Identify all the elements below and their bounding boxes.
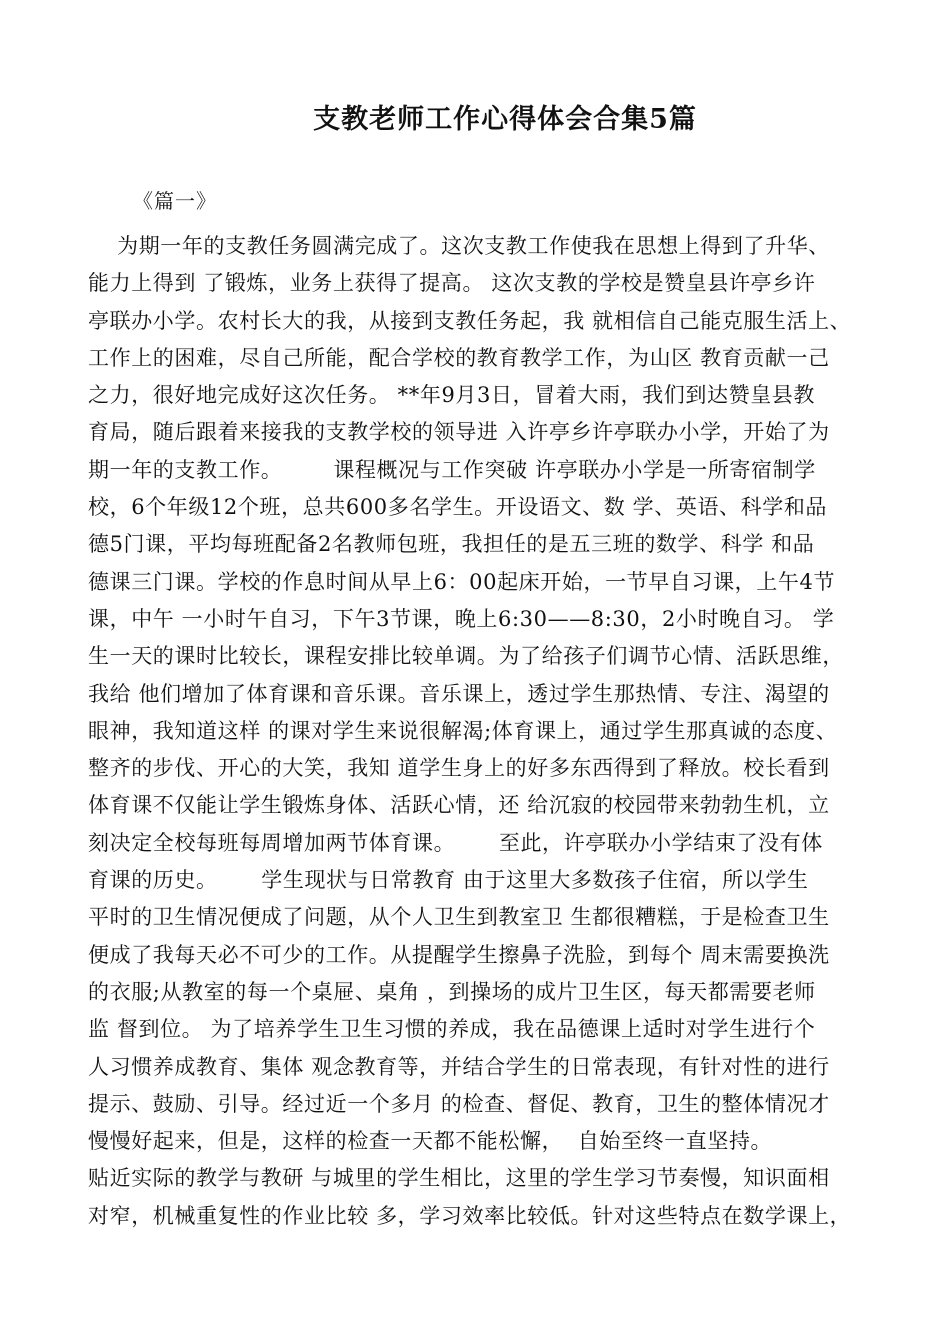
text-line: 工作上的困难，尽自己所能，配合学校的教育教学工作，为山区 教育贡献一己 bbox=[88, 345, 830, 370]
text-line: 我给 他们增加了体育课和音乐课。音乐课上，透过学生那热情、专注、渴望的 bbox=[88, 681, 830, 706]
text-line: 提示、鼓励、引导。经过近一个多月 的检查、督促、教育，卫生的整体情况才 bbox=[88, 1091, 830, 1116]
text-line: 眼神，我知道这样 的课对学生来说很解渴;体育课上，通过学生那真诚的态度、 bbox=[88, 718, 838, 743]
text-line: 慢慢好起来，但是，这样的检查一天都不能松懈， 自始至终一直坚持。 bbox=[88, 1129, 773, 1154]
text-line: 育课的历史。 学生现状与日常教育 由于这里大多数孩子住宿，所以学生 bbox=[88, 868, 809, 893]
text-line: 监 督到位。 为了培养学生卫生习惯的养成，我在品德课上适时对学生进行个 bbox=[88, 1017, 816, 1042]
text-line: 便成了我每天必不可少的工作。从提醒学生擦鼻子洗脸，到每个 周末需要换洗 bbox=[88, 942, 830, 967]
text-line: 能力上得到 了锻炼，业务上获得了提高。 这次支教的学校是赞皇县许亭乡许 bbox=[88, 271, 816, 296]
text-line: 平时的卫生情况便成了问题，从个人卫生到教室卫 生都很糟糕，于是检查卫生 bbox=[88, 905, 830, 930]
text-line: 人习惯养成教育、集体 观念教育等，并结合学生的日常表现，有针对性的进行 bbox=[88, 1054, 830, 1079]
text-line: 课，中午 一小时午自习，下午3节课，晚上6:30——8:30，2小时晚自习。 学 bbox=[88, 606, 835, 631]
text-line: 亭联办小学。农村长大的我，从接到支教任务起，我 就相信自己能克服生活上、 bbox=[88, 308, 852, 333]
text-line: 之力，很好地完成好这次任务。 **年9月3日，冒着大雨，我们到达赞皇县教 bbox=[88, 383, 815, 408]
text-line: 的衣服;从教室的每一个桌屉、桌角 ，到操场的成片卫生区，每天都需要老师 bbox=[88, 979, 816, 1004]
text-line: 刻决定全校每班每周增加两节体育课。 至此，许亭联办小学结束了没有体 bbox=[88, 830, 823, 855]
text-line: 生一天的课时比较长，课程安排比较单调。为了给孩子们调节心情、活跃思维， bbox=[88, 644, 844, 669]
text-line: 校，6个年级12个班，总共600多名学生。开设语文、数 学、英语、科学和品 bbox=[88, 495, 828, 520]
text-line: 德5门课，平均每班配备2名教师包班，我担任的是五三班的数学、科学 和品 bbox=[88, 532, 815, 557]
text-line: 贴近实际的教学与教研 与城里的学生相比，这里的学生学习节奏慢，知识面相 bbox=[88, 1166, 830, 1191]
text-line: 整齐的步伐、开心的大笑，我知 道学生身上的好多东西得到了释放。校长看到 bbox=[88, 756, 830, 781]
text-line: 德课三门课。学校的作息时间从早上6：00起床开始，一节早自习课，上午4节 bbox=[88, 569, 836, 594]
text-line: 对窄，机械重复性的作业比较 多，学习效率比较低。针对这些特点在数学课上， bbox=[88, 1203, 852, 1228]
text-line: 体育课不仅能让学生锻炼身体、活跃心情，还 给沉寂的校园带来勃勃生机，立 bbox=[88, 793, 830, 818]
text-line: 育局，随后跟着来接我的支教学校的领导进 入许亭乡许亭联办小学，开始了为 bbox=[88, 420, 830, 445]
section-label: 《篇一》 bbox=[133, 189, 217, 213]
text-line: 为期一年的支教任务圆满完成了。这次支教工作使我在思想上得到了升华、 bbox=[88, 234, 830, 258]
document-title: 支教老师工作心得体会合集5篇 bbox=[313, 104, 697, 135]
body-text bbox=[88, 228, 888, 1235]
text-line: 期一年的支教工作。 课程概况与工作突破 许亭联办小学是一所寄宿制学 bbox=[88, 457, 816, 482]
